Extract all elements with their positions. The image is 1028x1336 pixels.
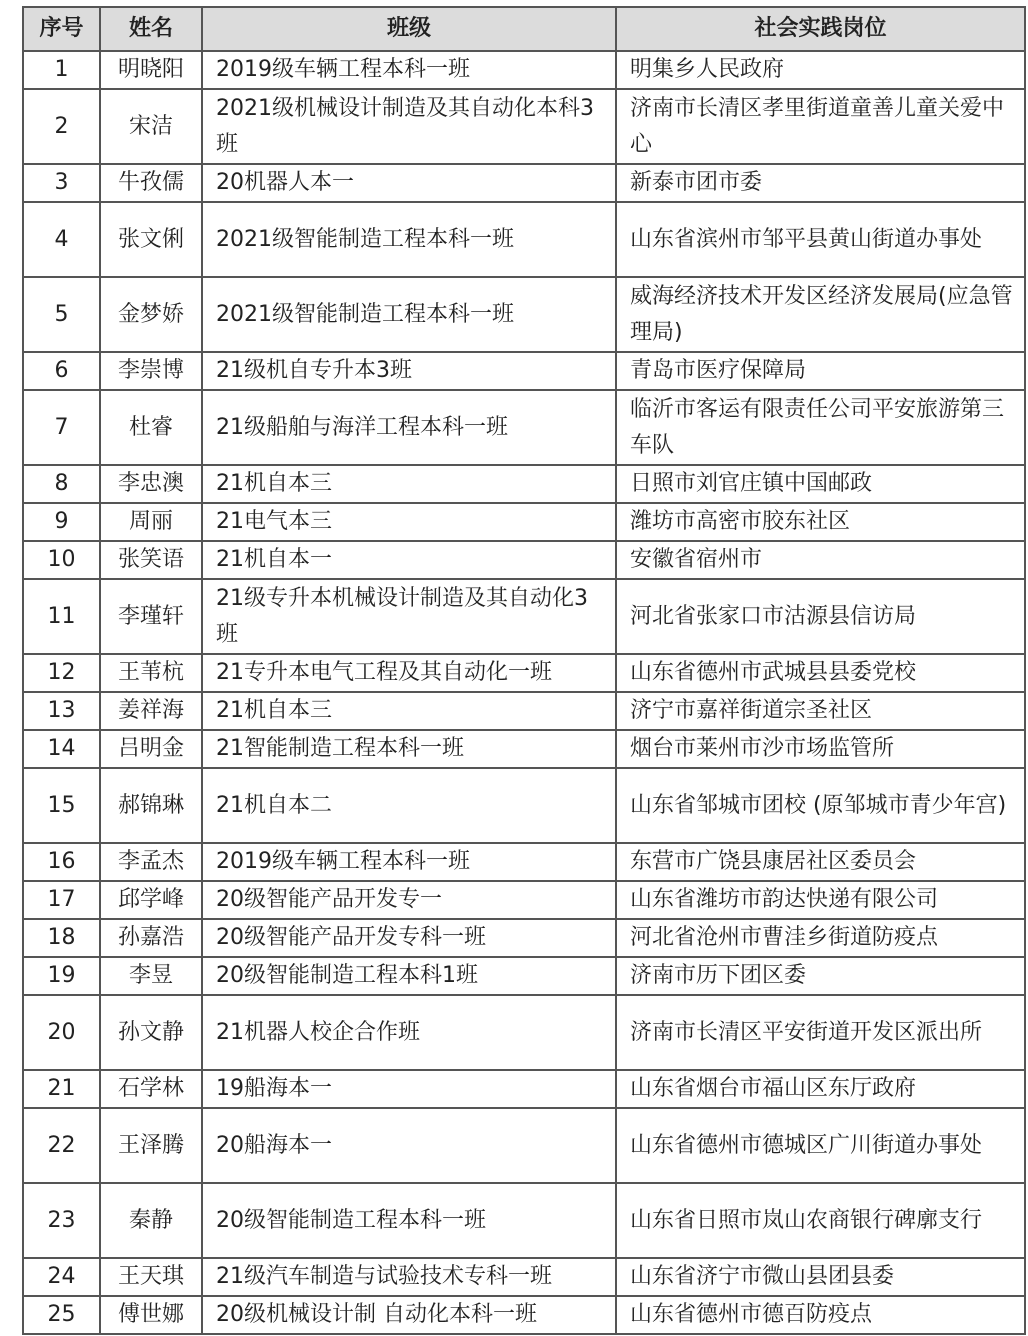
class-name: 20船海本一 [202, 1108, 616, 1183]
class-name: 21机自本三 [202, 465, 616, 503]
class-name: 2019级车辆工程本科一班 [202, 843, 616, 881]
student-name: 孙文静 [100, 995, 202, 1070]
row-number: 8 [23, 465, 100, 503]
row-number: 5 [23, 277, 100, 352]
student-name: 张文俐 [100, 202, 202, 277]
student-name: 王天琪 [100, 1258, 202, 1296]
class-name: 21机器人校企合作班 [202, 995, 616, 1070]
class-name: 21级汽车制造与试验技术专科一班 [202, 1258, 616, 1296]
student-name: 李崇博 [100, 352, 202, 390]
row-number: 14 [23, 730, 100, 768]
row-number: 18 [23, 919, 100, 957]
row-number: 2 [23, 89, 100, 164]
student-name: 傅世娜 [100, 1296, 202, 1334]
practice-post: 济南市长清区平安街道开发区派出所 [616, 995, 1025, 1070]
student-name: 王泽腾 [100, 1108, 202, 1183]
class-name: 2021级机械设计制造及其自动化本科3班 [202, 89, 616, 164]
table-row [23, 995, 1025, 1070]
header-post: 社会实践岗位 [616, 7, 1025, 51]
class-name: 21智能制造工程本科一班 [202, 730, 616, 768]
student-name: 邱学峰 [100, 881, 202, 919]
student-name: 吕明金 [100, 730, 202, 768]
row-number: 17 [23, 881, 100, 919]
row-number: 11 [23, 579, 100, 654]
practice-post: 明集乡人民政府 [616, 51, 1025, 89]
row-number: 25 [23, 1296, 100, 1334]
practice-post: 济南市历下团区委 [616, 957, 1025, 995]
student-name: 周丽 [100, 503, 202, 541]
student-name: 杜睿 [100, 390, 202, 465]
table-row [23, 1108, 1025, 1183]
table-row [23, 843, 1025, 881]
row-number: 15 [23, 768, 100, 843]
row-number: 10 [23, 541, 100, 579]
practice-post: 济宁市嘉祥街道宗圣社区 [616, 692, 1025, 730]
table-row [23, 1183, 1025, 1258]
table-row [23, 692, 1025, 730]
header-no: 序号 [23, 7, 100, 51]
practice-post: 东营市广饶县康居社区委员会 [616, 843, 1025, 881]
practice-post: 山东省潍坊市韵达快递有限公司 [616, 881, 1025, 919]
practice-post: 安徽省宿州市 [616, 541, 1025, 579]
practice-post: 新泰市团市委 [616, 164, 1025, 202]
table-row [23, 390, 1025, 465]
student-name: 孙嘉浩 [100, 919, 202, 957]
table-row [23, 768, 1025, 843]
student-name: 明晓阳 [100, 51, 202, 89]
header-row [23, 7, 1025, 51]
header-name: 姓名 [100, 7, 202, 51]
class-name: 20级智能产品开发专一 [202, 881, 616, 919]
class-name: 21级专升本机械设计制造及其自动化3班 [202, 579, 616, 654]
class-name: 2021级智能制造工程本科一班 [202, 277, 616, 352]
row-number: 7 [23, 390, 100, 465]
table-row [23, 89, 1025, 164]
class-name: 2021级智能制造工程本科一班 [202, 202, 616, 277]
practice-post: 山东省德州市德百防疫点 [616, 1296, 1025, 1334]
table-row [23, 541, 1025, 579]
table-row [23, 957, 1025, 995]
practice-post: 山东省烟台市福山区东厅政府 [616, 1070, 1025, 1108]
table-row [23, 1070, 1025, 1108]
table-row [23, 1296, 1025, 1334]
practice-post: 临沂市客运有限责任公司平安旅游第三车队 [616, 390, 1025, 465]
practice-post: 山东省德州市武城县县委党校 [616, 654, 1025, 692]
student-name: 牛孜儒 [100, 164, 202, 202]
class-name: 21级船舶与海洋工程本科一班 [202, 390, 616, 465]
table-row [23, 881, 1025, 919]
class-name: 21电气本三 [202, 503, 616, 541]
practice-post: 威海经济技术开发区经济发展局(应急管理局) [616, 277, 1025, 352]
table-row [23, 503, 1025, 541]
class-name: 21机自本三 [202, 692, 616, 730]
practice-post: 潍坊市高密市胶东社区 [616, 503, 1025, 541]
roster-body [23, 51, 1025, 1334]
class-name: 20级机械设计制 自动化本科一班 [202, 1296, 616, 1334]
class-name: 21专升本电气工程及其自动化一班 [202, 654, 616, 692]
student-name: 李忠澳 [100, 465, 202, 503]
practice-roster-sheet [22, 6, 1026, 1335]
class-name: 20级智能产品开发专科一班 [202, 919, 616, 957]
class-name: 21级机自专升本3班 [202, 352, 616, 390]
row-number: 9 [23, 503, 100, 541]
practice-post: 济南市长清区孝里街道童善儿童关爱中心 [616, 89, 1025, 164]
student-name: 金梦娇 [100, 277, 202, 352]
header-class: 班级 [202, 7, 616, 51]
practice-post: 河北省张家口市沽源县信访局 [616, 579, 1025, 654]
table-row [23, 277, 1025, 352]
row-number: 4 [23, 202, 100, 277]
class-name: 19船海本一 [202, 1070, 616, 1108]
student-name: 郝锦琳 [100, 768, 202, 843]
table-row [23, 1258, 1025, 1296]
class-name: 20级智能制造工程本科1班 [202, 957, 616, 995]
table-row [23, 51, 1025, 89]
practice-post: 烟台市莱州市沙市场监管所 [616, 730, 1025, 768]
student-name: 李瑾轩 [100, 579, 202, 654]
student-name: 秦静 [100, 1183, 202, 1258]
practice-post: 日照市刘官庄镇中国邮政 [616, 465, 1025, 503]
table-row [23, 919, 1025, 957]
student-name: 宋洁 [100, 89, 202, 164]
table-row [23, 202, 1025, 277]
table-row [23, 164, 1025, 202]
student-name: 张笑语 [100, 541, 202, 579]
practice-post: 河北省沧州市曹洼乡街道防疫点 [616, 919, 1025, 957]
class-name: 21机自本一 [202, 541, 616, 579]
row-number: 3 [23, 164, 100, 202]
class-name: 21机自本二 [202, 768, 616, 843]
student-name: 李孟杰 [100, 843, 202, 881]
row-number: 20 [23, 995, 100, 1070]
table-row [23, 730, 1025, 768]
practice-post: 山东省邹城市团校 (原邹城市青少年宫) [616, 768, 1025, 843]
practice-post: 山东省济宁市微山县团县委 [616, 1258, 1025, 1296]
table-row [23, 579, 1025, 654]
row-number: 21 [23, 1070, 100, 1108]
row-number: 19 [23, 957, 100, 995]
row-number: 24 [23, 1258, 100, 1296]
practice-post: 山东省德州市德城区广川街道办事处 [616, 1108, 1025, 1183]
table-row [23, 654, 1025, 692]
table-row [23, 465, 1025, 503]
student-name: 石学林 [100, 1070, 202, 1108]
student-name: 姜祥海 [100, 692, 202, 730]
practice-post: 青岛市医疗保障局 [616, 352, 1025, 390]
table-row [23, 352, 1025, 390]
row-number: 23 [23, 1183, 100, 1258]
class-name: 2019级车辆工程本科一班 [202, 51, 616, 89]
row-number: 22 [23, 1108, 100, 1183]
practice-roster-table [22, 6, 1026, 1335]
student-name: 王苇杭 [100, 654, 202, 692]
row-number: 6 [23, 352, 100, 390]
class-name: 20机器人本一 [202, 164, 616, 202]
row-number: 16 [23, 843, 100, 881]
practice-post: 山东省滨州市邹平县黄山街道办事处 [616, 202, 1025, 277]
practice-post: 山东省日照市岚山农商银行碑廓支行 [616, 1183, 1025, 1258]
row-number: 13 [23, 692, 100, 730]
student-name: 李昱 [100, 957, 202, 995]
row-number: 1 [23, 51, 100, 89]
class-name: 20级智能制造工程本科一班 [202, 1183, 616, 1258]
row-number: 12 [23, 654, 100, 692]
